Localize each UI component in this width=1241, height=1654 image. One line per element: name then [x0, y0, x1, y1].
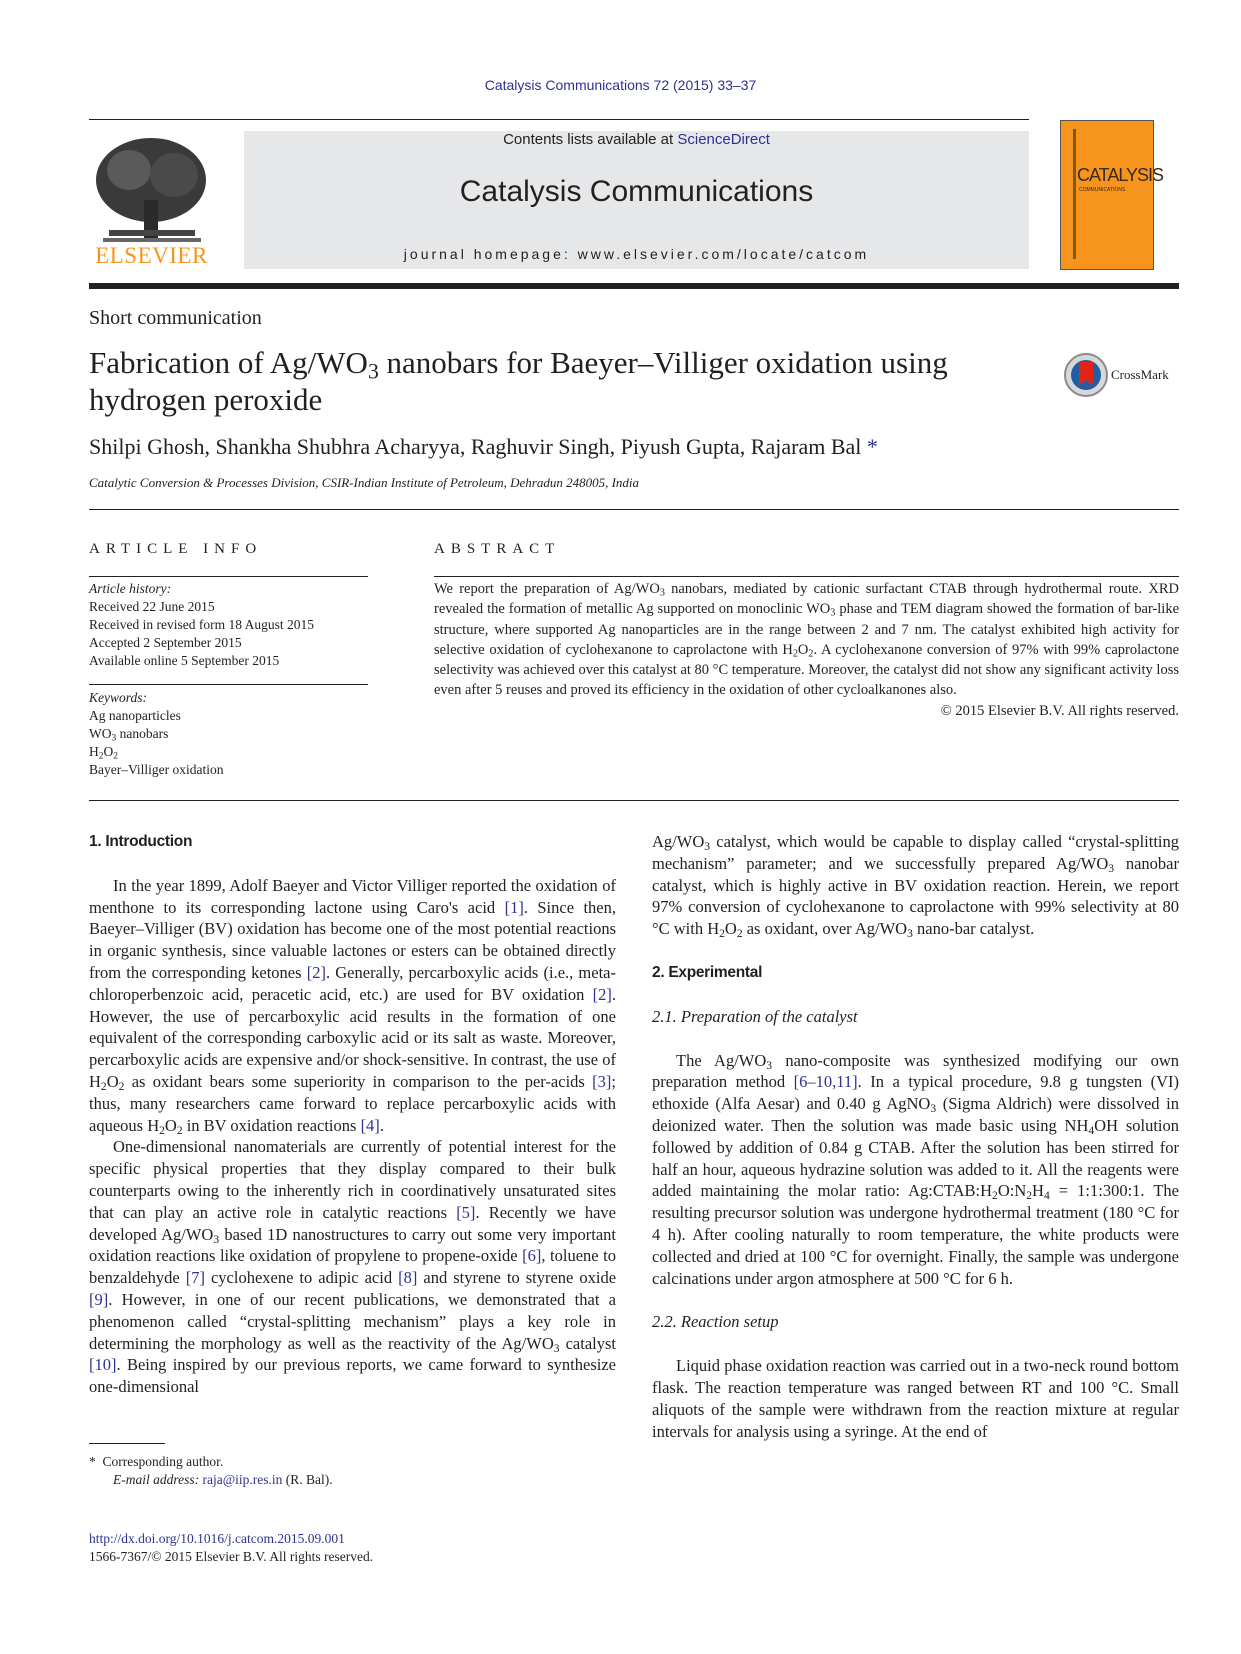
cover-stripe: [1073, 129, 1076, 259]
kw-sub: 2: [98, 751, 104, 762]
abstract-copyright: © 2015 Elsevier B.V. All rights reserved.: [940, 702, 1179, 719]
citation-link[interactable]: [10]: [89, 1355, 117, 1375]
citation-link[interactable]: [6]: [522, 1246, 542, 1266]
citation-link[interactable]: [3]: [592, 1071, 612, 1091]
subsection-heading-preparation: 2.1. Preparation of the catalyst: [652, 1006, 858, 1026]
keyword-item: Ag nanoparticles: [89, 708, 181, 723]
spacer: [652, 1333, 1179, 1355]
history-label: Article history:: [89, 581, 172, 596]
keyword-item: Bayer–Villiger oxidation: [89, 762, 224, 777]
citation-link[interactable]: [2]: [592, 984, 612, 1004]
left-column: [89, 831, 616, 1398]
contents-line: [244, 131, 1029, 148]
email-suffix: (R. Bal).: [282, 1472, 333, 1487]
right-column: [652, 831, 1179, 1442]
corresponding-author-footnote: [89, 1453, 333, 1489]
section-heading-introduction: 1. Introduction: [89, 833, 193, 850]
abstract-rule: [434, 576, 1179, 577]
cover-title: CATALYSIS: [1077, 165, 1164, 185]
kw-text: O: [103, 744, 114, 759]
footnote-email-line: [89, 1471, 333, 1489]
crossmark-label: CrossMark: [1111, 367, 1169, 382]
journal-homepage[interactable]: journal homepage: www.elsevier.com/locate/catcom: [403, 246, 870, 262]
subsection-heading-reaction-setup: 2.2. Reaction setup: [652, 1312, 779, 1332]
spacer: [89, 853, 616, 875]
abstract-text: We report the preparation of $Ag/WO_3$ nanobars, mediated by cationic surfactant CTAB through hydrothermal route. XRD revealed the formation of metallic Ag supported on monoclinic $WO_3$ phase and TEM diagram showed the formation of bar-like structure, where supported Ag nanoparticles are in the range between 2 and 7 nm. The catalyst exhibited high activity for selective oxidation of cyclohexanone to caprolactone with $H_2O_2$. A cyclohexanone conversion of 97% with 99% caprolactone selectivity was achieved over this catalyst at 80 °C temperature. Moreover, the catalyst did not show any significant activity loss even after 5 reuses and proved its efficiency in the oxidation of other cycloalkanones also.: [434, 581, 1180, 699]
spacer: [652, 940, 1179, 962]
body-rule: [89, 800, 1179, 801]
author-list: [89, 434, 878, 460]
authors-text: Shilpi Ghosh, Shankha Shubhra Acharyya, Raghuvir Singh, Piyush Gupta, Rajaram Bal: [89, 434, 862, 459]
email-link[interactable]: raja@iip.res.in: [202, 1472, 283, 1487]
citation-link[interactable]: [9]: [89, 1289, 109, 1309]
article-info-rule: [89, 576, 368, 577]
title-part-1: Fabrication of Ag/WO: [89, 345, 368, 380]
citation-link[interactable]: [8]: [398, 1268, 418, 1288]
elsevier-wordmark: ELSEVIER: [95, 243, 208, 268]
history-accepted: Accepted 2 September 2015: [89, 635, 242, 650]
citation-link[interactable]: [6–10,11]: [793, 1072, 858, 1092]
spacer: [652, 1028, 1179, 1050]
journal-reference[interactable]: Catalysis Communications 72 (2015) 33–37: [484, 77, 757, 93]
title-subscript: 3: [367, 359, 379, 384]
citation-link[interactable]: [4]: [360, 1115, 380, 1135]
footnote-text: Corresponding author.: [102, 1454, 224, 1469]
footnote-mark: *: [89, 1454, 96, 1469]
citation-link[interactable]: [7]: [185, 1268, 205, 1288]
article-type: Short communication: [89, 307, 262, 329]
keywords-label: Keywords:: [89, 690, 147, 705]
abstract-body: [434, 579, 1179, 721]
keywords-list: [89, 689, 224, 779]
affiliation: Catalytic Conversion & Processes Division, CSIR-Indian Institute of Petroleum, Dehradun 248005, India: [89, 475, 640, 490]
kw-sub: 3: [111, 733, 117, 744]
article-info-heading: ARTICLE INFO: [89, 541, 263, 557]
header-rule: [89, 509, 1179, 510]
issn-copyright: 1566-7367/© 2015 Elsevier B.V. All rights reserved.: [89, 1549, 374, 1564]
contents-prefix: Contents lists available at: [503, 131, 678, 148]
history-online: Available online 5 September 2015: [89, 653, 280, 668]
keyword-item: [89, 725, 224, 743]
doi-link[interactable]: http://dx.doi.org/10.1016/j.catcom.2015.09.001: [89, 1531, 345, 1546]
article-footer: [89, 1530, 373, 1566]
citation-link[interactable]: [5]: [456, 1202, 476, 1222]
keywords-rule: [89, 684, 368, 685]
history-received: Received 22 June 2015: [89, 599, 215, 614]
article-title: [89, 344, 989, 418]
article-history: [89, 580, 314, 670]
history-revised: Received in revised form 18 August 2015: [89, 617, 314, 632]
paragraph: In the year 1899, Adolf Baeyer and Victor Villiger reported the oxidation of menthone to its corresponding lactone using Caro's acid [1]. Since then, Baeyer–Villiger (BV) oxidation has become one of the most potential reactions in organic synthesis, since valuable lactones or esters can be obtained directly from the corresponding ketones [2]. Generally, percarboxylic acids (i.e., meta-chloroperbenzoic acid, peracetic acid, etc.) are used for BV oxidation [2]. However, the use of percarboxylic acid results in the formation of one equivalent of the corresponding carboxylic acid or its salt as waste. Moreover, percarboxylic acids are expensive and/or shock-sensitive. In contrast, the use of $H_2O_2$ as oxidant bears some superiority in comparison to the per-acids [3]; thus, many researchers came forward to replace percarboxylic acids with aqueous $H_2O_2$ in BV oxidation reactions [4].: [89, 875, 616, 1137]
kw-sub: 2: [113, 751, 118, 762]
paragraph: Liquid phase oxidation reaction was carried out in a two-neck round bottom flask. The reaction temperature was ranged between RT and 100 °C. Small aliquots of the sample were withdrawn from the reaction mixture at regular intervals for analysis using a syringe. At the end of: [652, 1356, 1179, 1441]
spacer: [652, 1289, 1179, 1311]
elsevier-logo: [89, 130, 214, 270]
footnote-line: [89, 1453, 333, 1471]
footnote-rule: [89, 1443, 165, 1444]
section-heading-experimental: 2. Experimental: [652, 963, 763, 981]
paragraph: The $Ag/WO_3$ nano-composite was synthesized modifying our own preparation method [6–10,11]. In a typical procedure, 9.8 g tungsten (VI) ethoxide (Alfa Aesar) and 0.40 g AgNO$_3$ (Sigma Aldrich) were dissolved in deionized water. Then the solution was made basic using $NH_4OH$ solution followed by addition of 0.84 g CTAB. After the solution has been stirred for half an hour, aqueous hydrazine solution was added to it. All the reagents were added maintaining the molar ratio: $Ag:CTAB:H_2O:N_2H_4$ = 1:1:300:1. The resulting precursor solution was undergone hydrothermal treatment (180 °C for 4 h). After cooling naturally to room temperature, the white products were collected and dried at 100 °C for overnight. Finally, the sample was undergone calcinations under argon atmosphere at 500 °C for 6 h.: [652, 1050, 1180, 1288]
sciencedirect-link[interactable]: ScienceDirect: [677, 131, 770, 148]
crossmark-icon: [1064, 352, 1108, 398]
citation-link[interactable]: [1]: [504, 897, 524, 917]
kw-text: WO: [89, 726, 112, 741]
paragraph: One-dimensional nanomaterials are currently of potential interest for the specific physical properties that they display compared to their bulk counterparts owing to the inherently rich in coordinatively unsaturated sites that can play an active role in catalytic reactions [5]. Recently we have developed $Ag/WO_3$ based 1D nanostructures to carry out some very important oxidation reactions like oxidation of propylene to propene-oxide [6], toluene to benzaldehyde [7] cyclohexene to adipic acid [8] and styrene to styrene oxide [9]. However, in one of our recent publications, we demonstrated that a phenomenon called “crystal-splitting mechanism” plays a key role in determining the morphology as well as the reactivity of the $Ag/WO_3$ catalyst [10]. Being inspired by our previous reports, we came forward to synthesize one-dimensional: [89, 1137, 617, 1397]
citation-link[interactable]: [2]: [306, 962, 326, 982]
journal-cover: [1060, 120, 1164, 270]
kw-text: nanobars: [116, 726, 169, 741]
corresponding-author-mark[interactable]: *: [861, 434, 878, 459]
top-rule: [89, 119, 1029, 120]
crossmark-badge[interactable]: [1064, 352, 1184, 398]
kw-text: H: [89, 744, 99, 759]
title-part-2: nanobars for Baeyer–Villiger oxidation using hydrogen peroxide: [89, 345, 948, 417]
paragraph-continued: $Ag/WO_3$ catalyst, which would be capable to display called “crystal-splitting mechanism” parameter; and we successfully prepared $Ag/WO_3$ nanobar catalyst, which is highly active in BV oxidation reaction. Herein, we report 97% conversion of cyclohexanone to caprolactone with 99% selectivity at 80 °C with $H_2O_2$ as oxidant, over $Ag/WO_3$ nano-bar catalyst.: [652, 832, 1179, 941]
spacer: [652, 984, 1179, 1006]
cover-subtitle: COMMUNICATIONS: [1079, 187, 1126, 193]
keyword-item: [89, 743, 224, 761]
journal-title: Catalysis Communications: [459, 175, 814, 208]
journal-masthead: [244, 131, 1029, 269]
abstract-heading: ABSTRACT: [434, 541, 561, 557]
email-label: E-mail address:: [113, 1472, 200, 1487]
masthead-rule: [89, 283, 1179, 289]
